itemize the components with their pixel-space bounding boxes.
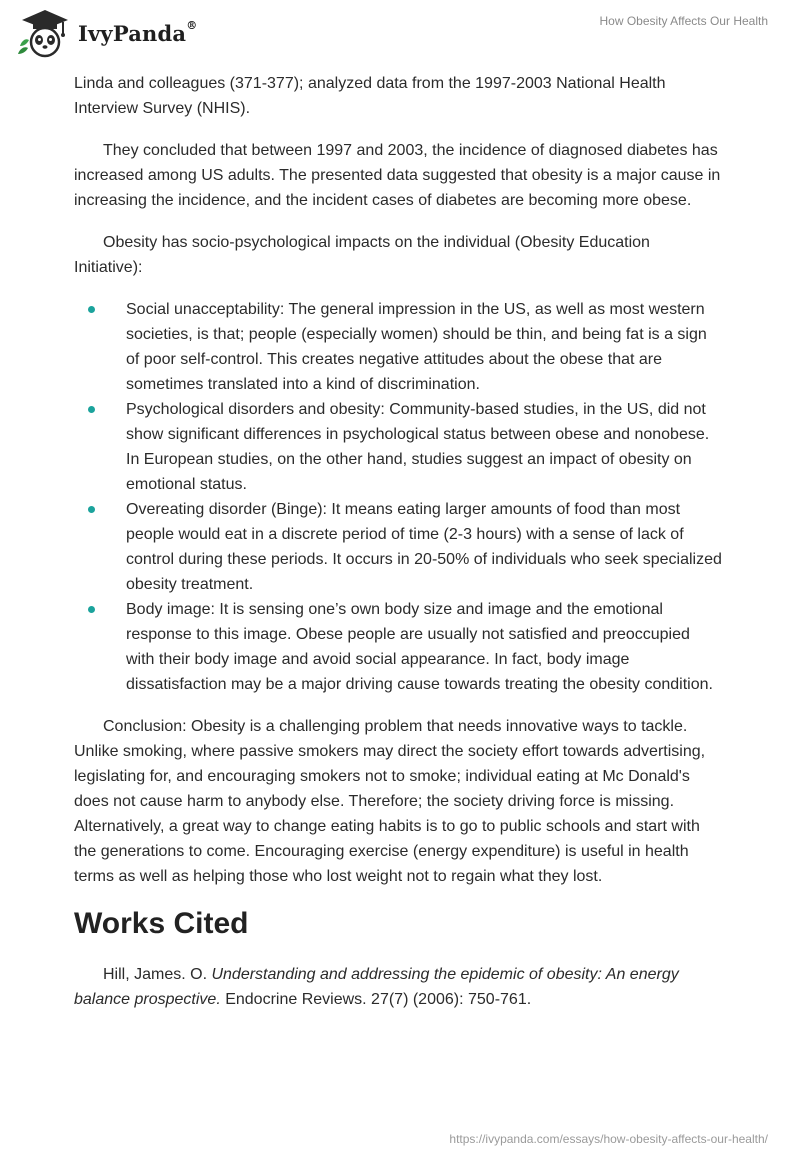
list-item: Social unacceptability: The general impression in the US, as well as most western societies, is that; people (especially women) should be thin, and being fat is a sign of poor self-control. This creates negative attitudes about the obese that are sometimes translated into a kind of discrimination.	[74, 297, 722, 397]
brand-name: IvyPanda®	[78, 18, 198, 46]
list-item: Psychological disorders and obesity: Community-based studies, in the US, did not show significant differences in psychological status between obese and nonobese. In European studies, on the other hand, studies suggest an impact of obesity on emotional status.	[74, 397, 722, 497]
page-header	[0, 0, 800, 70]
list-item: Overeating disorder (Binge): It means eating larger amounts of food than most people would eat in a discrete period of time (2-3 hours) with a sense of lack of control during these periods. It occurs in 20-50% of individuals who seek specialized obesity treatment.	[74, 497, 722, 597]
essay-body	[74, 71, 722, 1029]
source-url[interactable]: https://ivypanda.com/essays/how-obesity-affects-our-health/	[449, 1132, 768, 1146]
panda-graduate-icon	[16, 8, 74, 58]
document-title: How Obesity Affects Our Health	[599, 14, 768, 28]
bullet-icon	[88, 406, 95, 413]
paragraph: Obesity has socio-psychological impacts on the individual (Obesity Education Initiative):	[74, 234, 650, 276]
citation: Hill, James. O. Understanding and addressing the epidemic of obesity: An energy balance prospective. Endocrine Reviews. 27(7) (2006): 750-761.	[74, 966, 679, 1008]
paragraph: They concluded that between 1997 and 2003, the incidence of diagnosed diabetes has increased among US adults. The presented data suggested that obesity is a major cause in increasing the incidence, and the incident cases of diabetes are becoming more obese.	[74, 142, 721, 209]
list-item: Body image: It is sensing one’s own body size and image and the emotional response to this image. Obese people are usually not satisfied and preoccupied with their body image and avoid social appearance. In fact, body image dissatisfaction may be a major driving cause towards treating the obesity condition.	[74, 597, 722, 697]
bullet-icon	[88, 606, 95, 613]
bullet-icon	[88, 506, 95, 513]
ivypanda-logo[interactable]	[16, 8, 197, 58]
works-cited-heading: Works Cited	[74, 907, 249, 940]
bullet-icon	[88, 306, 95, 313]
impacts-list	[74, 297, 722, 697]
conclusion-paragraph: Conclusion: Obesity is a challenging problem that needs innovative ways to tackle. Unlike smoking, where passive smokers may direct the society effort towards advertising, legislating for, and encouraging smokers not to smoke; individual eating at Mc Donald's does not cause harm to anybody else. Therefore; the society driving force is missing. Alternatively, a great way to change eating habits is to go to public schools and start with the generations to come. Encouraging exercise (energy expenditure) is useful in health terms as well as helping those who lost weight not to regain what they lost.	[74, 718, 706, 885]
paragraph: Linda and colleagues (371-377); analyzed data from the 1997-2003 National Health Interview Survey (NHIS).	[74, 75, 666, 117]
